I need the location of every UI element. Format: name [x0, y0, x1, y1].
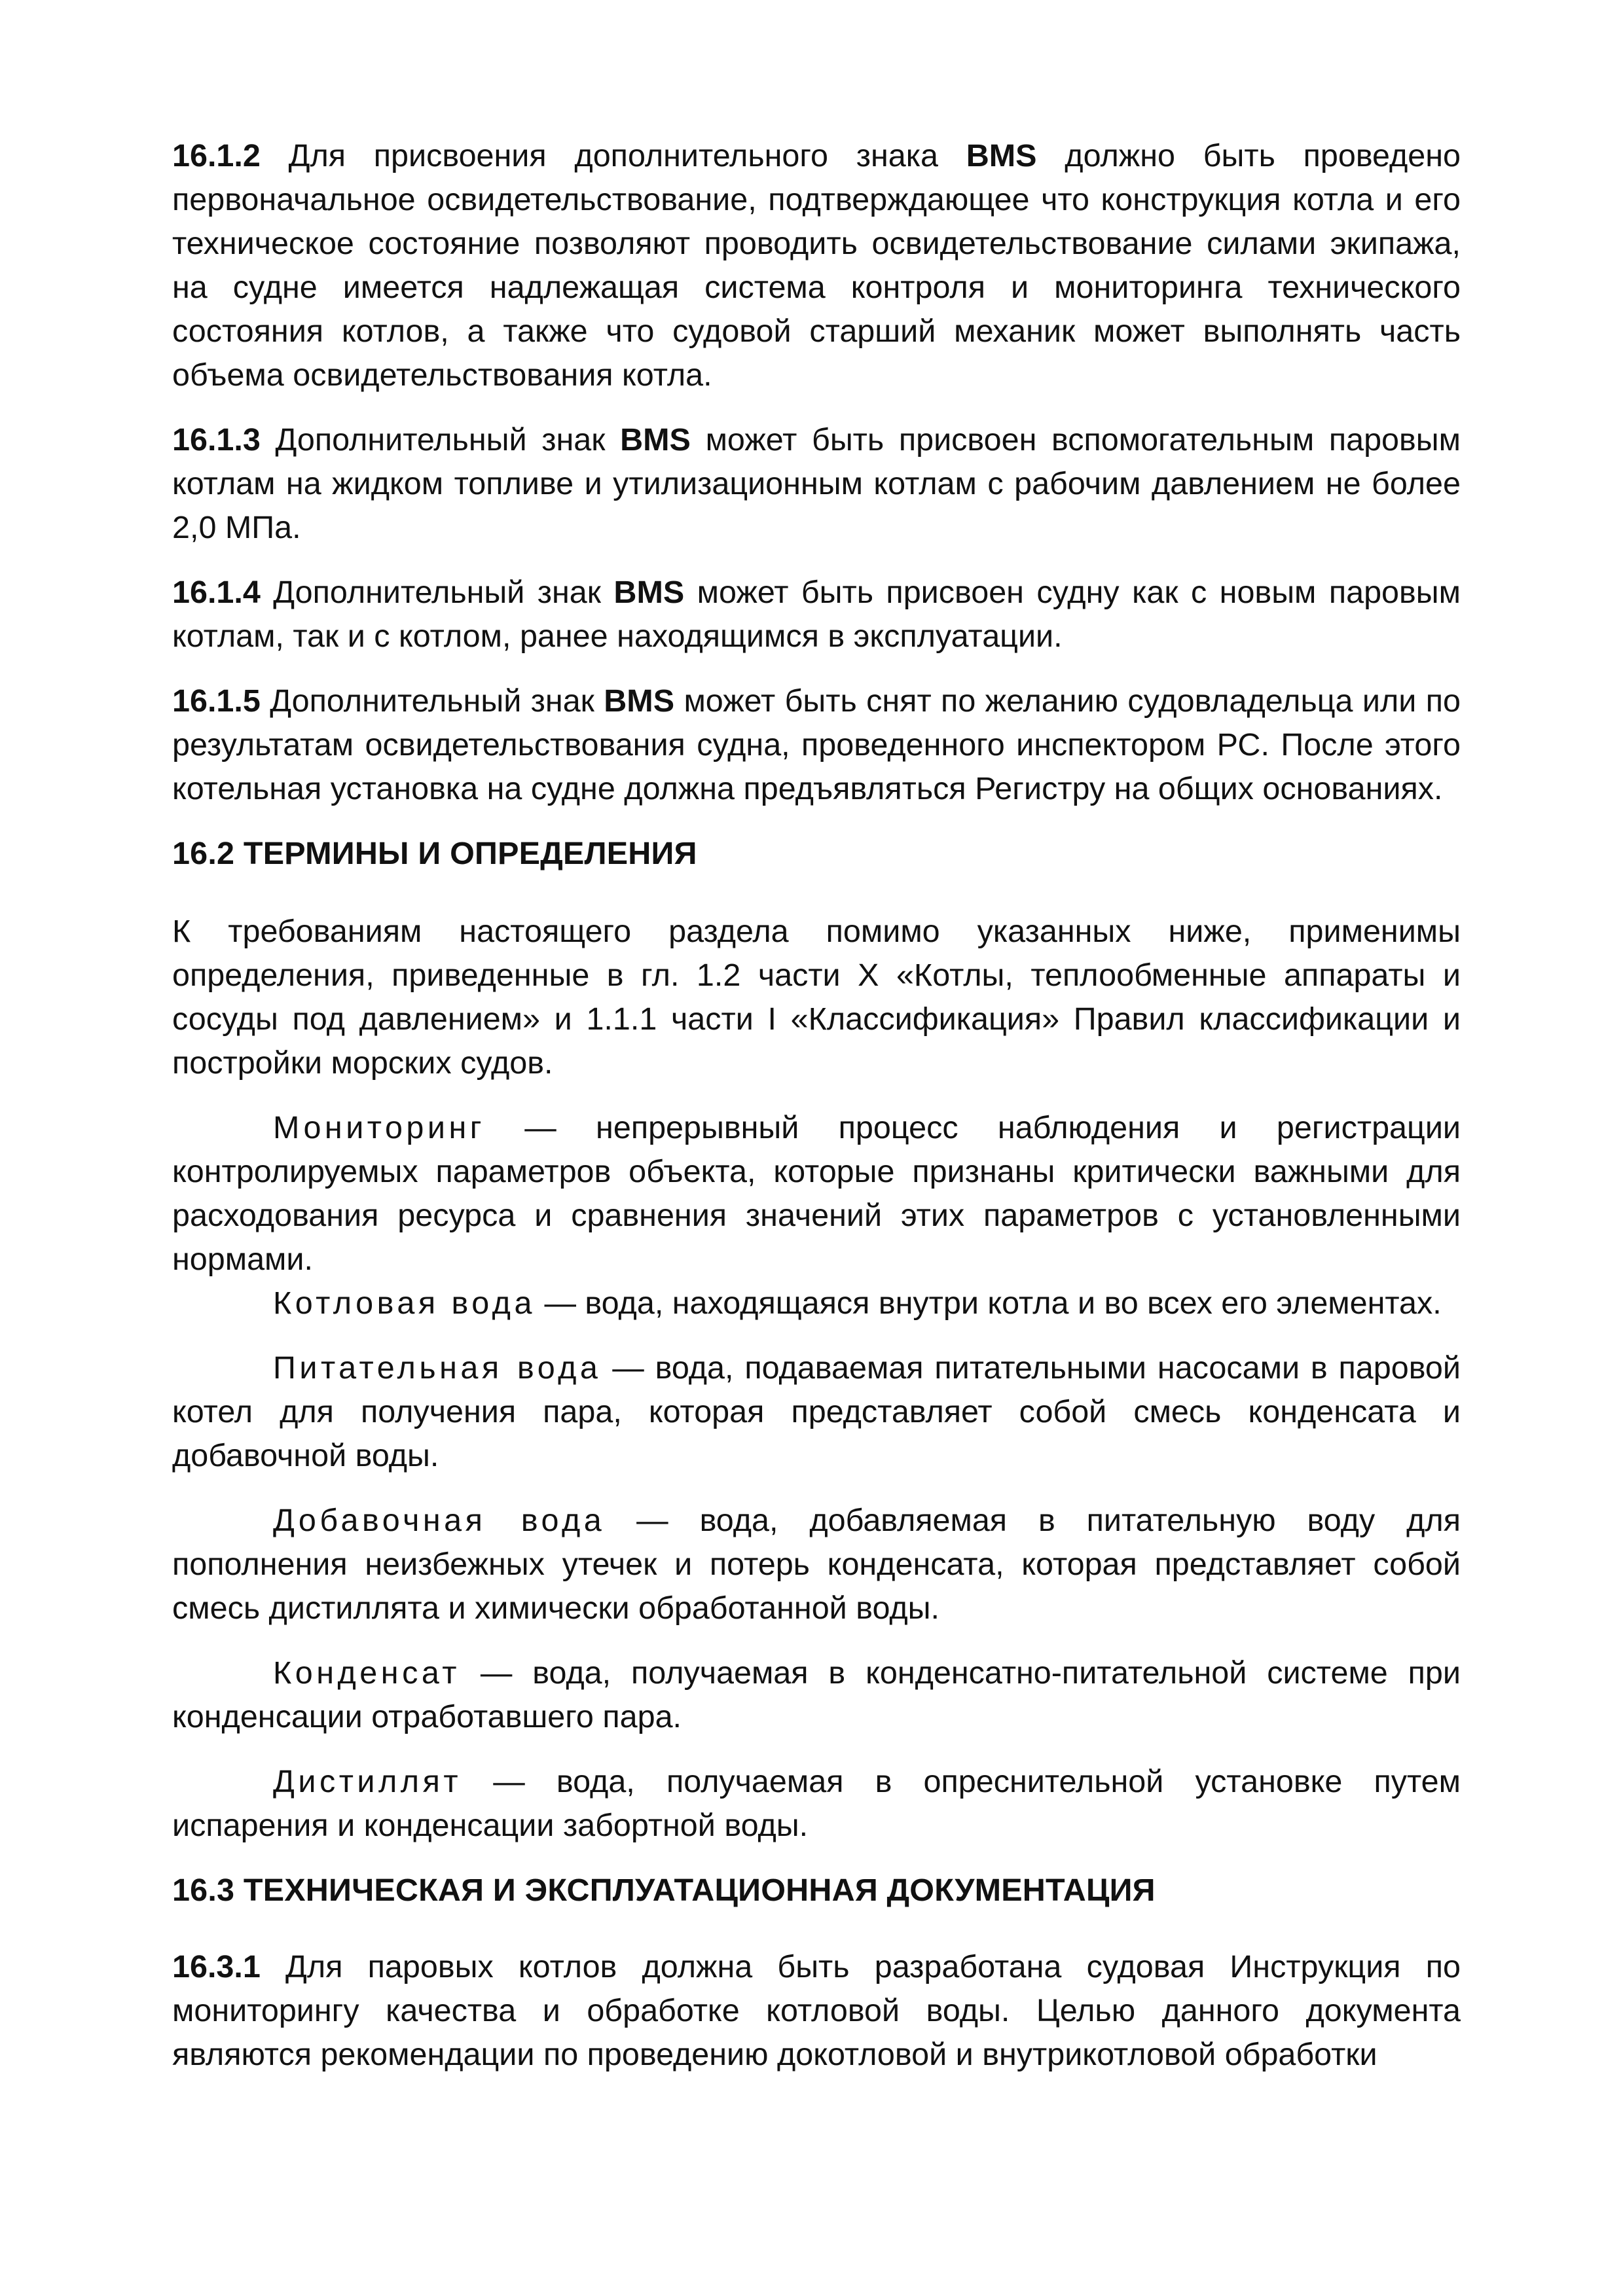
definition-term: Добавочная вода — [273, 1503, 606, 1538]
bms-mark: BMS — [604, 683, 675, 719]
clause-number: 16.3.1 — [172, 1949, 261, 1984]
section-intro-16-2: К требованиям настоящего раздела помимо указанных ниже, применимы определения, приведенные в гл. 1.2 части X «Котлы, теплообменные аппараты и сосуды под давлением» и 1.1.1 части I «Классификация» Правил классификации и постройки морских судов. — [172, 914, 1461, 1081]
definition-text: — вода, получаемая в конденсатно-питательной системе при конденсации отработавшего пара. — [172, 1655, 1461, 1734]
clause-text: Дополнительный знак — [260, 575, 614, 610]
paragraph-16-1-5 — [172, 679, 1461, 811]
definition-text: — вода, находящаяся внутри котла и во всех его элементах. — [535, 1285, 1442, 1321]
clause-number: 16.1.5 — [172, 683, 261, 719]
clause-text: может быть присвоен вспомогательным паровым котлам на жидком топливе и утилизационным котлам с рабочим давлением не более 2,0 МПа. — [172, 422, 1461, 545]
clause-number: 16.1.4 — [172, 575, 261, 610]
clause-text: должно быть проведено первоначальное освидетельствование, подтверждающее что конструкция котла и его техническое состояние позволяют проводить освидетельствование силами экипажа, на судне имеется надлежащая система контроля и мониторинга технического состояния котлов, а также что судовой старший механик может выполнять часть объема освидетельствования котла. — [172, 138, 1461, 393]
definition-term: Конденсат — [273, 1655, 460, 1691]
definition-distillate — [172, 1760, 1461, 1848]
definition-term: Мониторинг — [273, 1110, 485, 1145]
clause-text: может быть присвоен судну как с новым паровым котлам, так и с котлом, ранее находящимся в эксплуатации. — [172, 575, 1461, 654]
definition-feed-water — [172, 1346, 1461, 1478]
bms-mark: BMS — [613, 575, 685, 610]
clause-text: Для присвоения дополнительного знака — [260, 138, 966, 173]
definition-text: — вода, подаваемая питательными насосами в паровой котел для получения пара, которая представляет собой смесь конденсата и добавочной воды. — [172, 1350, 1461, 1473]
definition-text: — вода, получаемая в опреснительной установке путем испарения и конденсации забортной воды. — [172, 1764, 1461, 1843]
paragraph-16-1-3 — [172, 418, 1461, 550]
clause-text: Дополнительный знак — [260, 422, 621, 457]
definition-monitoring — [172, 1106, 1461, 1282]
clause-number: 16.1.3 — [172, 422, 261, 457]
section-heading-16-2: 16.2 ТЕРМИНЫ И ОПРЕДЕЛЕНИЯ — [172, 836, 697, 871]
paragraph-16-1-2 — [172, 134, 1461, 397]
definition-text: — непрерывный процесс наблюдения и регистрации контролируемых параметров объекта, которые признаны критически важными для расходования ресурса и сравнения значений этих параметров с установленными нормами. — [172, 1110, 1461, 1277]
bms-mark: BMS — [620, 422, 691, 457]
clause-number: 16.1.2 — [172, 138, 261, 173]
clause-text: Для паровых котлов должна быть разработана судовая Инструкция по мониторингу качества и обработке котловой воды. Целью данного документа являются рекомендации по проведению докотловой и внутрикотловой обработки — [172, 1949, 1461, 2072]
definition-condensate — [172, 1651, 1461, 1739]
clause-text: может быть снят по желанию судовладельца или по результатам освидетельствования судна, проведенного инспектором РС. После этого котельная установка на судне должна предъявляться Регистру на общих основаниях. — [172, 683, 1461, 806]
paragraph-16-3-1 — [172, 1945, 1461, 2077]
bms-mark: BMS — [966, 138, 1037, 173]
definition-boiler-water — [172, 1282, 1461, 1325]
paragraph-16-1-4 — [172, 571, 1461, 658]
definition-term: Дистиллят — [273, 1764, 462, 1799]
definition-term: Котловая вода — [273, 1285, 536, 1321]
document-page — [172, 134, 1461, 2077]
definition-makeup-water — [172, 1499, 1461, 1630]
section-heading-16-3: 16.3 ТЕХНИЧЕСКАЯ И ЭКСПЛУАТАЦИОННАЯ ДОКУМЕНТАЦИЯ — [172, 1873, 1156, 1908]
definition-term: Питательная вода — [273, 1350, 602, 1386]
definition-text: — вода, добавляемая в питательную воду для пополнения неизбежных утечек и потерь конденсата, которая представляет собой смесь дистиллята и химически обработанной воды. — [172, 1503, 1461, 1626]
clause-text: Дополнительный знак — [260, 683, 604, 719]
